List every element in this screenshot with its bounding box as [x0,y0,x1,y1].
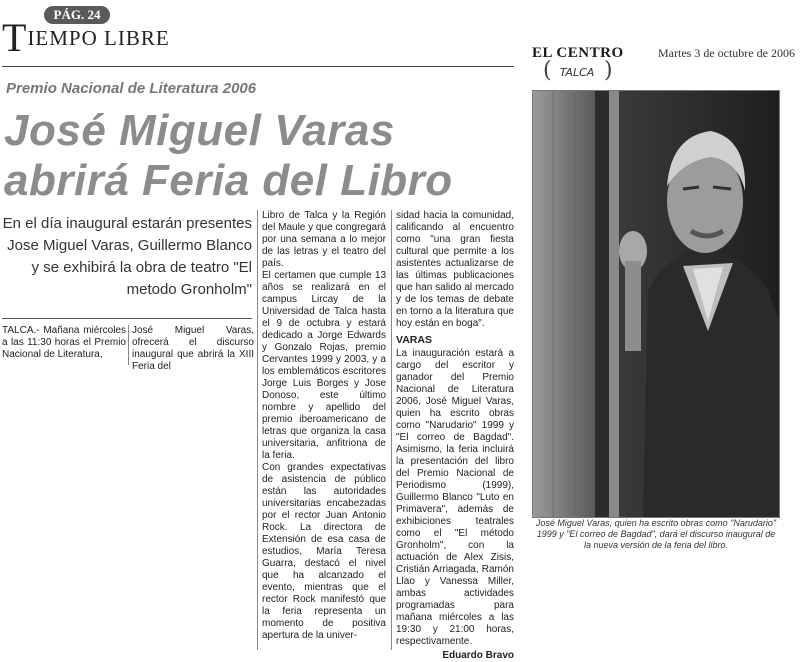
column-3-paragraph: Con grandes expectativas de asistencia de público están las autoridades universitarias encabezadas por el rector Juan Antonio Rock. La directora de Extensión de esa casa de estudios, María Teresa Guarra, destacó el nivel que ha alcanzado el evento, mientras que el rector Rock manifestó que la feria representa un momento de positiva apertura de la univer- [262,462,386,641]
article-column-3 [262,210,386,642]
column-4-subheading: VARAS [396,334,432,346]
article-photo [532,90,780,518]
section-divider [2,66,514,67]
article-column-2 [132,325,254,373]
column-3-paragraph: Libro de Talca y la Región del Maule y que congregará por una semana a lo mejor de las letras y el teatro del país. [262,210,386,269]
newspaper-name: EL CENTRO [532,45,624,61]
handwritten-paren-left: ( [543,58,552,83]
article-headline [4,106,524,206]
article-byline: Eduardo Bravo [442,650,514,661]
section-title-initial: T [2,15,28,60]
column-2-text: José Miguel Varas, ofrecerá el discurso inaugural que abrirá la XIII Feria del [132,325,254,372]
column-4-paragraph: La inauguración estará a cargo del escritor y ganador del Premio Nacional de Literatura 2006, José Miguel Varas, quien ha escrito obras como "Narudario" 1999 y "El correo de Bagdad". Asimismo, la feria incluirá la presentación del libro del Premio Nacional de Periodismo (1999), Guillermo Blanco "Luto en Primavera", además de exhibiciones teatrales como el "El método Gronholm", con la actuación de Alex Zisis, Cristián Arriagada, Ramón Llao y Vanessa Miller, ambas actividades programadas para mañana miércoles a las 19:30 y 21:00 horas, respectivamente. [396,348,514,647]
handwritten-paren-right: ) [604,58,613,83]
column-divider [257,210,258,650]
article-subhead: En el día inaugural estarán presentes Jose Miguel Varas, Guillermo Blanco y se exhibirá la obra de teatro "El metodo Gronholm" [2,215,252,298]
column-3-paragraph: El certamen que cumple 13 años se realizará en el campus Lircay de la Universidad de Talca hasta el 9 de octubra y estará dedicado a Jorge Edwards y Gonzalo Rojas, premio Cervantes 1999 y 2003, y a los emblemáticos escritores Jorge Luis Borges y Jose Donoso, este último nombre y apellido del premio iberoamericano de letras que organiza la casa universitaria, anfitriona de la feria. [262,270,386,461]
column-divider [128,325,129,365]
section-title-rest: IEMPO LIBRE [27,26,170,50]
column-1-text: TALCA.- Mañana miércoles a las 11:30 horas el Premio Nacional de Literatura, [2,325,126,360]
photo-caption: José Miguel Varas, quien ha escrito obras como "Narudario" 1999 y "El correo de Bagdad", dará el discurso inaugural de la nueva versión de la feria del libro. [535,518,777,550]
subhead-divider [2,318,252,319]
column-4-paragraph: sidad hacia la comunidad, calificando al encuentro como "una gran fiesta cultural que permite a los asistentes actualizarse de las últimas publicaciones que han salido al mercado y de los temas de debate en torno a la literatura que hoy están en boga". [396,210,514,329]
column-divider [391,210,392,650]
section-title [2,15,170,60]
portrait-illustration [533,91,779,517]
article-kicker: Premio Nacional de Literatura 2006 [6,80,257,97]
page-number-badge: PÁG. 24 [44,6,110,24]
article-column-1 [2,325,126,361]
handwritten-note: TALCA [559,66,595,79]
article-column-4 [396,210,514,662]
headline-line-2: abrirá Feria del Libro [4,156,453,205]
headline-line-1: José Miguel Varas [4,106,395,155]
publication-date: Martes 3 de octubre de 2006 [658,46,795,60]
